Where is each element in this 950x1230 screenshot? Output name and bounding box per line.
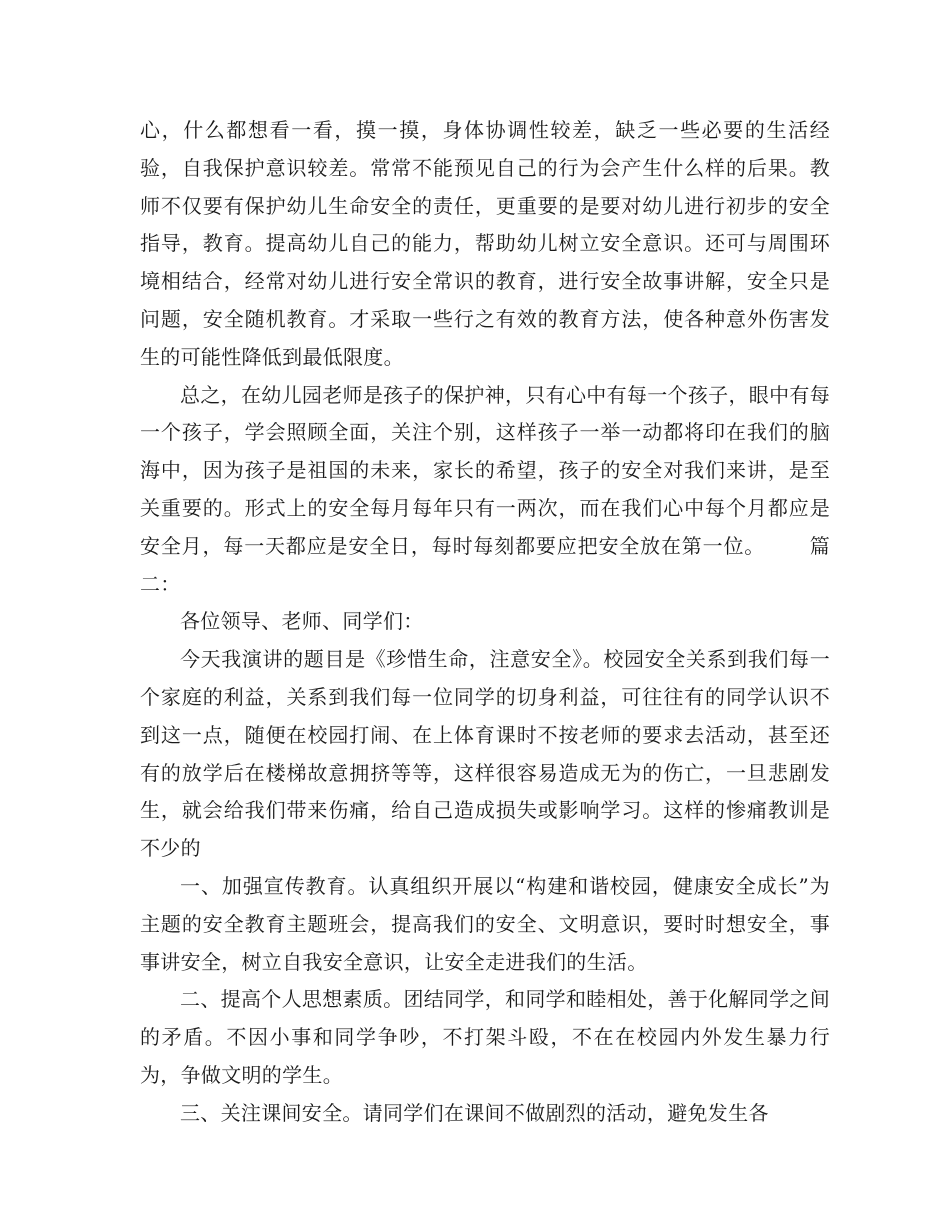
paragraph-6: 二、提高个人思想素质。团结同学，和同学和睦相处，善于化解同学之间的矛盾。不因小事和同学争吵，不打架斗殴，不在在校园内外发生暴力行为，争做文明的学生。 <box>140 987 830 1087</box>
paragraph-2-text: 总之，在幼儿园老师是孩子的保护神，只有心中有每一个孩子，眼中有每一个孩子，学会照顾全面，关注个别，这样孩子一举一动都将印在我们的脑海中，因为孩子是祖国的未来，家长的希望，孩子的安全对我们来讲，是至关重要的。形式上的安全每月每年只有一两次，而在我们心中每个月都应是安全月，每一天都应是安全日，每时每刻都要应把安全放在第一位。 <box>140 382 830 558</box>
paragraph-4: 今天我演讲的题目是《珍惜生命，注意安全》。校园安全关系到我们每一个家庭的利益，关系到我们每一位同学的切身利益，可往往有的同学认识不到这一点，随便在校园打闹、在上体育课时不按老师的要求去活动，甚至还有的放学后在楼梯故意拥挤等等，这样很容易造成无为的伤亡，一旦悲剧发生，就会给我们带来伤痛，给自己造成损失或影响学习。这样的惨痛教训是不少的 <box>140 647 830 861</box>
paragraph-2 <box>140 377 830 604</box>
body-text <box>140 112 830 1133</box>
paragraph-7: 三、关注课间安全。请同学们在课间不做剧烈的活动，避免发生各 <box>180 1100 769 1125</box>
paragraph-3-salutation: 各位领导、老师、同学们： <box>180 609 424 634</box>
paragraph-1: 心，什么都想看一看，摸一摸，身体协调性较差，缺乏一些必要的生活经验，自我保护意识较差。常常不能预见自己的行为会产生什么样的后果。教师不仅要有保护幼儿生命安全的责任，更重要的是要对幼儿进行初步的安全指导，教育。提高幼儿自己的能力，帮助幼儿树立安全意识。还可与周围环境相结合，经常对幼儿进行安全常识的教育，进行安全故事讲解，安全只是问题，安全随机教育。才采取一些行之有效的教育方法，使各种意外伤害发生的可能性降低到最低限度。 <box>140 118 830 369</box>
section-heading-part-two: 篇二： <box>140 533 830 596</box>
paragraph-5: 一、加强宣传教育。认真组织开展以“构建和谐校园，健康安全成长”为主题的安全教育主题班会，提高我们的安全、文明意识，要时时想安全，事事讲安全，树立自我安全意识，让安全走进我们的生活。 <box>140 873 830 974</box>
